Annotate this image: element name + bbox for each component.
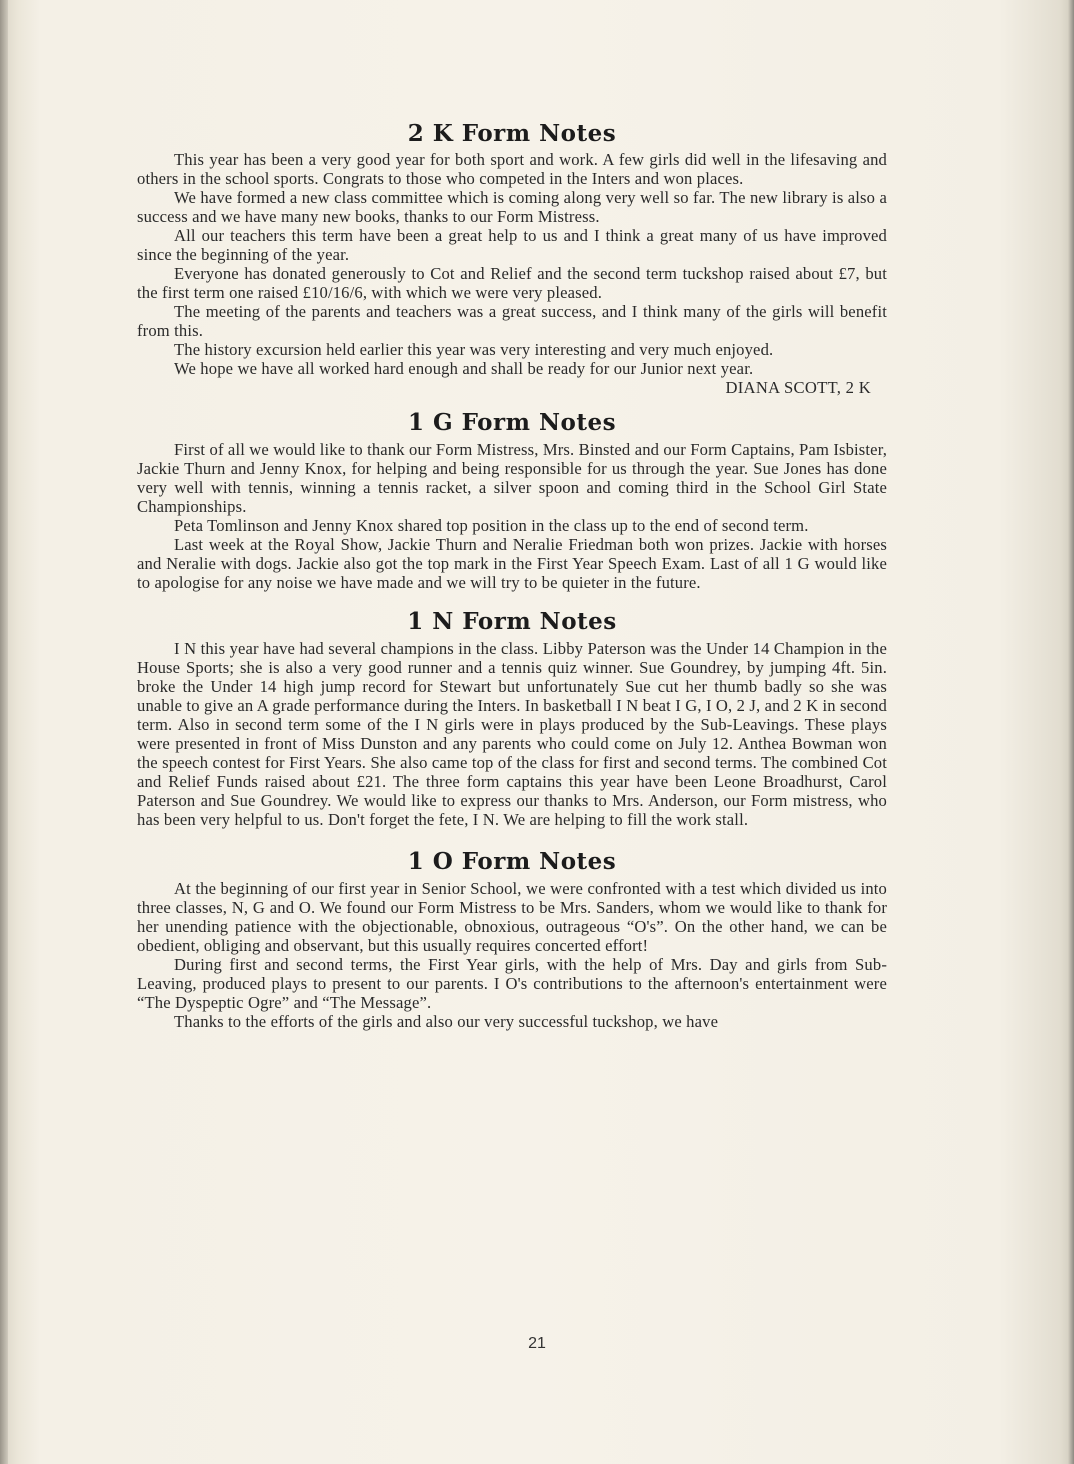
paragraph: Everyone has donated generously to Cot and Relief and the second term tuckshop raised about £7, but the first term one raised £10/16/6, with which we were very pleased. [137, 264, 887, 302]
page-number: 21 [528, 1335, 546, 1352]
paragraph: Peta Tomlinson and Jenny Knox shared top position in the class up to the end of second term. [174, 516, 809, 535]
paragraph: During first and second terms, the First Year girls, with the help of Mrs. Day and girls from Sub-Leaving, produced plays to present to our parents. I O's contributions to the afternoon's entertainment were “The Dyspeptic Ogre” and “The Message”. [137, 955, 887, 1012]
paragraph: This year has been a very good year for both sport and work. A few girls did well in the lifesaving and others in the school sports. Congrats to those who competed in the Inters and won places. [137, 150, 887, 188]
paragraph: Last week at the Royal Show, Jackie Thurn and Neralie Friedman both won prizes. Jackie with horses and Neralie with dogs. Jackie also got the top mark in the First Year Speech Exam. Last of all 1 G would like to apologise for any noise we have made and we will try to be quieter in the future. [137, 535, 887, 592]
paragraph: Thanks to the efforts of the girls and also our very successful tuckshop, we have [174, 1012, 719, 1031]
paragraph: All our teachers this term have been a great help to us and I think a great many of us have improved since the beginning of the year. [137, 226, 887, 264]
section-heading-2k: 2 K Form Notes [407, 120, 617, 147]
paragraph: We hope we have all worked hard enough and shall be ready for our Junior next year. [174, 359, 754, 378]
paragraph: The meeting of the parents and teachers was a great success, and I think many of the girls will benefit from this. [137, 302, 887, 340]
paragraph: At the beginning of our first year in Senior School, we were confronted with a test which divided us into three classes, N, G and O. We found our Form Mistress to be Mrs. Sanders, whom we would like to thank for her unending patience with the objectionable, obnoxious, outrageous “O's”. On the other hand, we can be obedient, obliging and observant, but this usually requires concerted effort! [137, 879, 887, 955]
document-body [137, 118, 887, 1031]
paragraph: We have formed a new class committee which is coming along very well so far. The new library is also a success and we have many new books, thanks to our Form Mistress. [137, 188, 887, 226]
page-spine-shadow [0, 0, 8, 1464]
page-edge-shadow [1068, 0, 1074, 1464]
paragraph: I N this year have had several champions in the class. Libby Paterson was the Under 14 Champion in the House Sports; she is also a very good runner and a tennis quiz winner. Sue Goundrey, by jumping 4ft. 5in. broke the Under 14 high jump record for Stewart but unfortunately Sue cut her thumb badly so she was unable to give an A grade performance during the Inters. In basketball I N beat I G, I O, 2 J, and 2 K in second term. Also in second term some of the I N girls were in plays produced by the Sub-Leavings. These plays were presented in front of Miss Dunston and any parents who could come on July 12. Anthea Bowman won the speech contest for First Years. She also came top of the class for first and second terms. The combined Cot and Relief Funds raised about £21. The three form captains this year have been Leone Broadhurst, Carol Paterson and Sue Goundrey. We would like to express our thanks to Mrs. Anderson, our Form mistress, who has been very helpful to us. Don't forget the fete, I N. We are helping to fill the work stall. [137, 639, 887, 829]
paragraph: The history excursion held earlier this year was very interesting and very much enjoyed. [174, 340, 774, 359]
paragraph: First of all we would like to thank our Form Mistress, Mrs. Binsted and our Form Captains, Pam Isbister, Jackie Thurn and Jenny Knox, for helping and being responsible for us through the year. Sue Jones has done very well with tennis, winning a tennis racket, a silver spoon and coming third in the School Girl State Championships. [137, 440, 887, 516]
section-heading-1n: 1 N Form Notes [407, 608, 617, 635]
section-heading-1o: 1 O Form Notes [407, 848, 617, 875]
section-heading-1g: 1 G Form Notes [407, 409, 617, 436]
author-signature: DIANA SCOTT, 2 K [725, 378, 871, 397]
